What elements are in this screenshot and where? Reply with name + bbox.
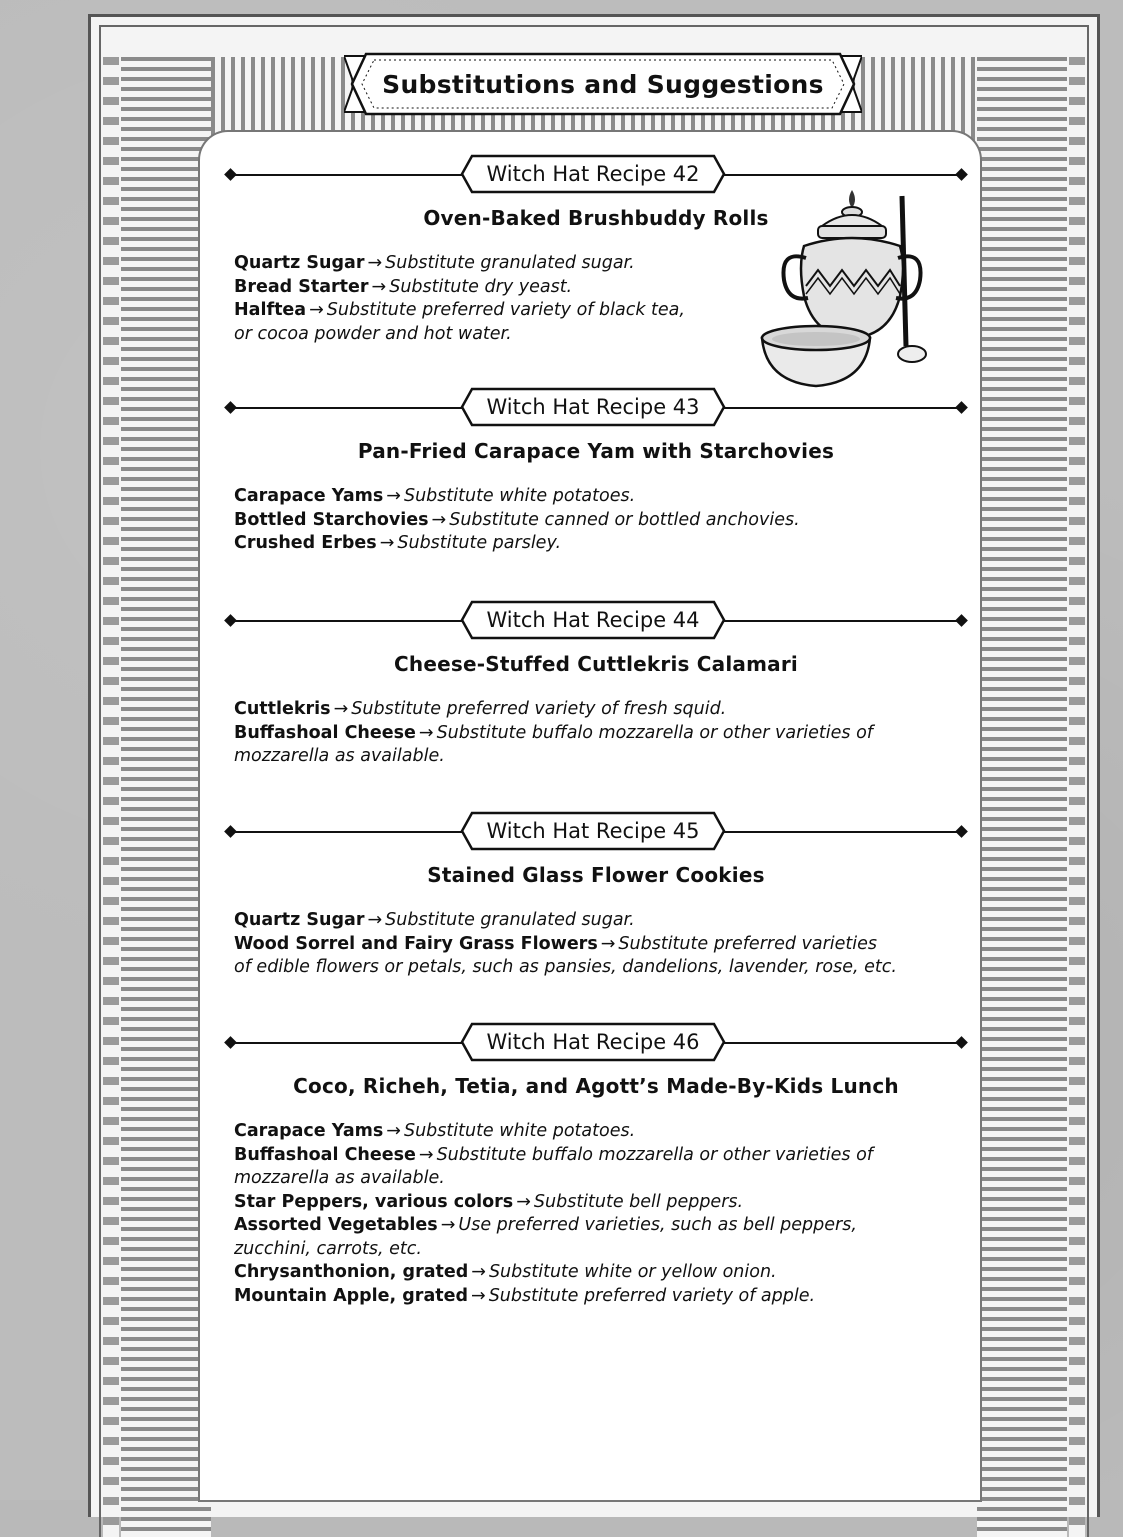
- substitution-item: Carapace Yams → Substitute white potatoes.: [234, 1121, 636, 1141]
- substitution-item: Buffashoal Cheese → Substitute buffalo mozzarella or other varieties of: [234, 722, 873, 743]
- title-banner: [344, 52, 862, 116]
- recipe-tag-label: Witch Hat Recipe 45: [486, 819, 700, 843]
- substitution-item: Crushed Erbes → Substitute parsley.: [234, 533, 562, 553]
- substitution-item: Buffashoal Cheese → Substitute buffalo mozzarella or other varieties of: [234, 1144, 873, 1165]
- substitution-list: [234, 1120, 966, 1308]
- substitution-continuation: zucchini, carrots, etc.: [234, 1238, 422, 1259]
- substitution-list: [234, 485, 966, 556]
- substitution-continuation: mozzarella as available.: [234, 746, 445, 766]
- recipe-tag-label: Witch Hat Recipe 42: [486, 162, 700, 186]
- recipe-section-43: [226, 387, 966, 556]
- recipe-tag-label: Witch Hat Recipe 46: [486, 1030, 700, 1054]
- recipe-tag-label: Witch Hat Recipe 44: [486, 608, 700, 632]
- substitution-list: [234, 698, 966, 769]
- substitution-item: Chrysanthonion, grated → Substitute white or yellow onion.: [234, 1262, 777, 1282]
- substitution-item: Quartz Sugar → Substitute granulated sugar.: [234, 910, 635, 930]
- recipe-tag: [460, 1022, 726, 1062]
- recipe-title: Oven-Baked Brushbuddy Rolls: [423, 206, 769, 230]
- recipe-section-45: [226, 811, 966, 980]
- recipe-title: Cheese-Stuffed Cuttlekris Calamari: [394, 652, 798, 676]
- recipe-title: Stained Glass Flower Cookies: [427, 863, 765, 887]
- section-divider: [226, 387, 966, 429]
- substitution-item: Mountain Apple, grated → Substitute preferred variety of apple.: [234, 1285, 816, 1306]
- substitution-item: Wood Sorrel and Fairy Grass Flowers → Substitute preferred varieties: [234, 933, 878, 954]
- substitution-item: Assorted Vegetables → Use preferred varieties, such as bell peppers,: [234, 1215, 857, 1235]
- recipe-tag: [460, 154, 726, 194]
- page-title: Substitutions and Suggestions: [382, 69, 824, 99]
- section-divider: [226, 600, 966, 642]
- substitution-continuation: or cocoa powder and hot water.: [234, 323, 512, 344]
- substitution-item: Star Peppers, various colors → Substitute bell peppers.: [234, 1191, 744, 1212]
- substitution-continuation: mozzarella as available.: [234, 1168, 445, 1188]
- substitution-item: Halftea → Substitute preferred variety of black tea,: [234, 300, 685, 320]
- recipe-tag: [460, 387, 726, 427]
- recipe-title: Coco, Richeh, Tetia, and Agott’s Made-By-Kids Lunch: [293, 1074, 899, 1098]
- recipe-section-44: [226, 600, 966, 769]
- recipe-section-46: [226, 1022, 966, 1308]
- recipe-title: Pan-Fried Carapace Yam with Starchovies: [357, 439, 835, 463]
- substitution-item: Quartz Sugar → Substitute granulated sugar.: [234, 253, 635, 273]
- substitution-list: [234, 909, 966, 980]
- substitution-continuation: of edible flowers or petals, such as pansies, dandelions, lavender, rose, etc.: [234, 957, 897, 977]
- substitution-item: Cuttlekris → Substitute preferred variety of fresh squid.: [234, 699, 727, 719]
- recipe-tag-label: Witch Hat Recipe 43: [486, 395, 700, 419]
- recipe-tag: [460, 811, 726, 851]
- section-divider: [226, 811, 966, 853]
- substitution-list: [234, 252, 966, 346]
- substitution-item: Bread Starter → Substitute dry yeast.: [234, 276, 573, 297]
- substitution-item: Carapace Yams → Substitute white potatoes.: [234, 486, 636, 506]
- recipe-section-42: [226, 154, 966, 346]
- section-divider: [226, 1022, 966, 1064]
- recipe-tag: [460, 600, 726, 640]
- section-divider: [226, 154, 966, 196]
- substitution-item: Bottled Starchovies → Substitute canned or bottled anchovies.: [234, 509, 800, 530]
